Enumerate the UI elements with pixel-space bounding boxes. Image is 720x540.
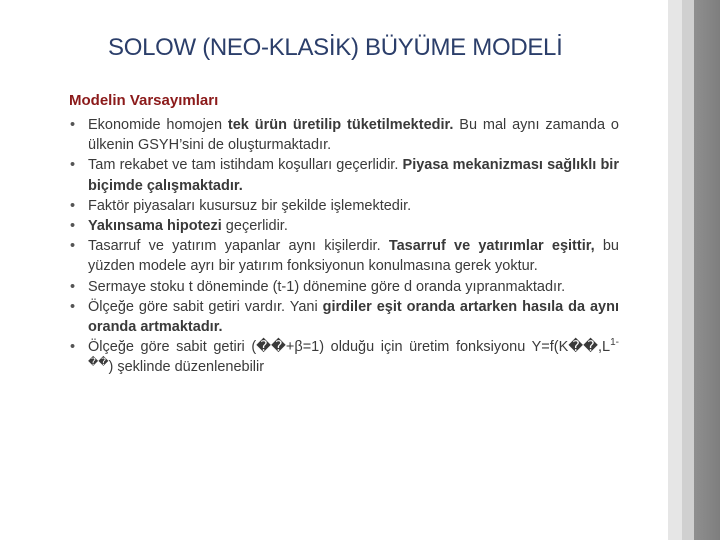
section-heading: Modelin Varsayımları <box>69 92 219 109</box>
decorative-side-bar <box>668 0 720 540</box>
assumption-item <box>70 277 619 297</box>
assumption-item <box>70 236 619 276</box>
superscript-text: 1-�� <box>88 337 619 369</box>
item-text: ) şeklinde düzenlenebilir <box>108 359 265 376</box>
assumption-item <box>70 155 619 195</box>
item-text: geçerlidir. <box>221 218 288 235</box>
assumption-item <box>70 297 619 337</box>
item-text: Ölçeğe göre sabit getiri (��+β=1) olduğu için üretim fonksiyonu Y=f(K��,L <box>88 339 611 356</box>
assumption-item <box>70 337 619 377</box>
item-text: Ölçeğe göre sabit getiri vardır. Yani <box>88 298 323 315</box>
item-text: Tasarruf ve yatırım yapanlar aynı kişilerdir. <box>88 238 389 255</box>
bold-text: tek ürün üretilip tüketilmektedir. <box>227 117 454 133</box>
bold-text: Piyasa mekanizması sağlıklı bir biçimde çalışmaktadır. <box>88 157 619 194</box>
assumption-list <box>70 115 619 378</box>
slide-title: SOLOW (NEO-KLASİK) BÜYÜME MODELİ <box>108 34 563 61</box>
item-text: Faktör piyasaları kusursuz bir şekilde işlemektedir. <box>88 197 412 214</box>
bold-text: Tasarruf ve yatırımlar eşittir, <box>388 238 595 255</box>
item-text: Ekonomide homojen <box>88 117 228 133</box>
item-text: Sermaye stoku t döneminde (t-1) dönemine göre d oranda yıpranmaktadır. <box>88 278 566 295</box>
bold-text: Yakınsama hipotezi <box>88 218 222 235</box>
assumption-item <box>70 115 619 155</box>
item-text: Bu mal aynı zamanda o ülkenin GSYH’sini de oluşturmaktadır. <box>88 117 619 154</box>
assumption-item <box>70 196 619 216</box>
item-text: bu yüzden modele ayrı bir yatırım fonksiyonun konulmasına gerek yoktur. <box>88 238 619 275</box>
bold-text: girdiler eşit oranda artarken hasıla da aynı oranda artmaktadır. <box>88 298 619 336</box>
assumption-item <box>70 216 619 236</box>
item-text: Tam rekabet ve tam istihdam koşulları geçerlidir. <box>88 157 403 174</box>
